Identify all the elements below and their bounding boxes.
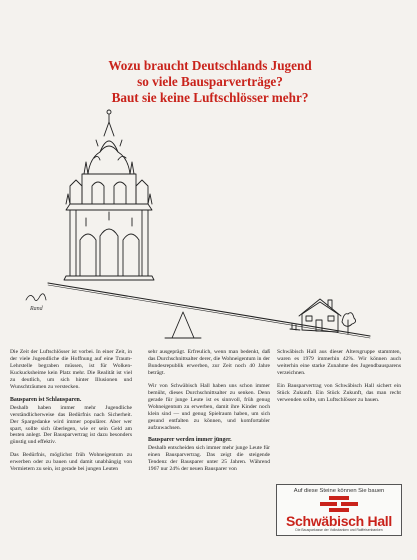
artist-signature: Rand	[30, 306, 43, 312]
seesaw-illustration	[0, 100, 417, 345]
paragraph: Schwäbisch Hall aus dieser Altersgruppe stammten, waren es 1979 immerhin 42%. Wir können auch weiterhin eine starke Zunahme des Jugendbausparens verzeichnen.	[277, 349, 401, 376]
brand-logo-box	[276, 484, 402, 536]
brand-tagline: Die Bausparkasse der Volksbanken und Raiffeisenbanken	[295, 528, 383, 532]
text-column-3	[277, 349, 401, 410]
paragraph: Deshalb haben immer mehr Jugendliche verständlicherweise das Bedürfnis nach Sicherheit. Der Spargedanke wird immer populärer. Aber wer spart, sollte sich überlegen, wie er sein Geld am besten anlegt. Der Bausparvertrag ist dazu besonders günstig und effektiv.	[10, 404, 132, 446]
paragraph: Das Bedürfnis, möglichst früh Wohneigentum zu erwerben oder zu bauen und damit unabhängig von Vermietern zu sein, ist gerade bei jungen Leuten	[10, 452, 132, 473]
headline-line-2: so viele Bausparverträge?	[137, 74, 283, 89]
headline-line-3: Baut sie keine Luftschlösser mehr?	[111, 90, 309, 105]
headline-line-1: Wozu braucht Deutschlands Jugend	[108, 58, 312, 73]
text-column-1	[10, 349, 132, 479]
subheading: Bausparer werden immer jünger.	[148, 437, 232, 444]
brick-stack-icon	[320, 496, 358, 512]
subheading: Bausparen ist Schlausparen.	[10, 396, 82, 403]
castle-in-air-icon	[64, 110, 154, 280]
paragraph: Wir von Schwäbisch Hall haben uns schon immer bemüht, dieses Durchschnittsalter zu senken. Denn gerade für junge Leute ist es sinnvoll, früh genug Wohneigentum zu erwerben, damit ihre Kinder noch klein sind — und genug Spielraum haben, um sich gesund entfalten zu können, und komfortabler aufzuwachsen.	[148, 382, 270, 431]
paragraph: Die Zeit der Luftschlösser ist vorbei. In einer Zeit, in der viele Jugendliche die Hoffnung auf eine Traum-Lehrstelle begraben müssen, ist für Wolken-Kuckucksheime kein Platz mehr. Die Realität ist viel zu deutlich, um sich hinter Illusionen und Wunschträumen zu verstecken.	[10, 349, 132, 390]
brand-name: Schwäbisch Hall	[286, 513, 392, 529]
text-column-2	[148, 349, 270, 479]
logo-caption: Auf diese Steine können Sie bauen	[293, 488, 385, 494]
paragraph: Deshalb entscheiden sich immer mehr junge Leute für einen Bausparvertrag. Das zeigt die steigende Tendenz der Bausparer unter 25 Jahren. Während 1967 nur 24% der neuen Bausparer von	[148, 445, 270, 473]
paragraph: sehr ausgeprägt. Erfreulich, wenn man bedenkt, daß das Durchschnittsalter derer, die Wohneigentum in der Bundesrepublik erwerben, zur Zeit noch 40 Jahre beträgt.	[148, 349, 270, 376]
paragraph: Ein Bausparvertrag von Schwäbisch Hall sichert ein Stück Zukunft. Ein Stück Zukunft, das man recht verwenden sollte, um Luftschlösser zu bauen.	[277, 382, 401, 403]
headline	[60, 58, 360, 106]
